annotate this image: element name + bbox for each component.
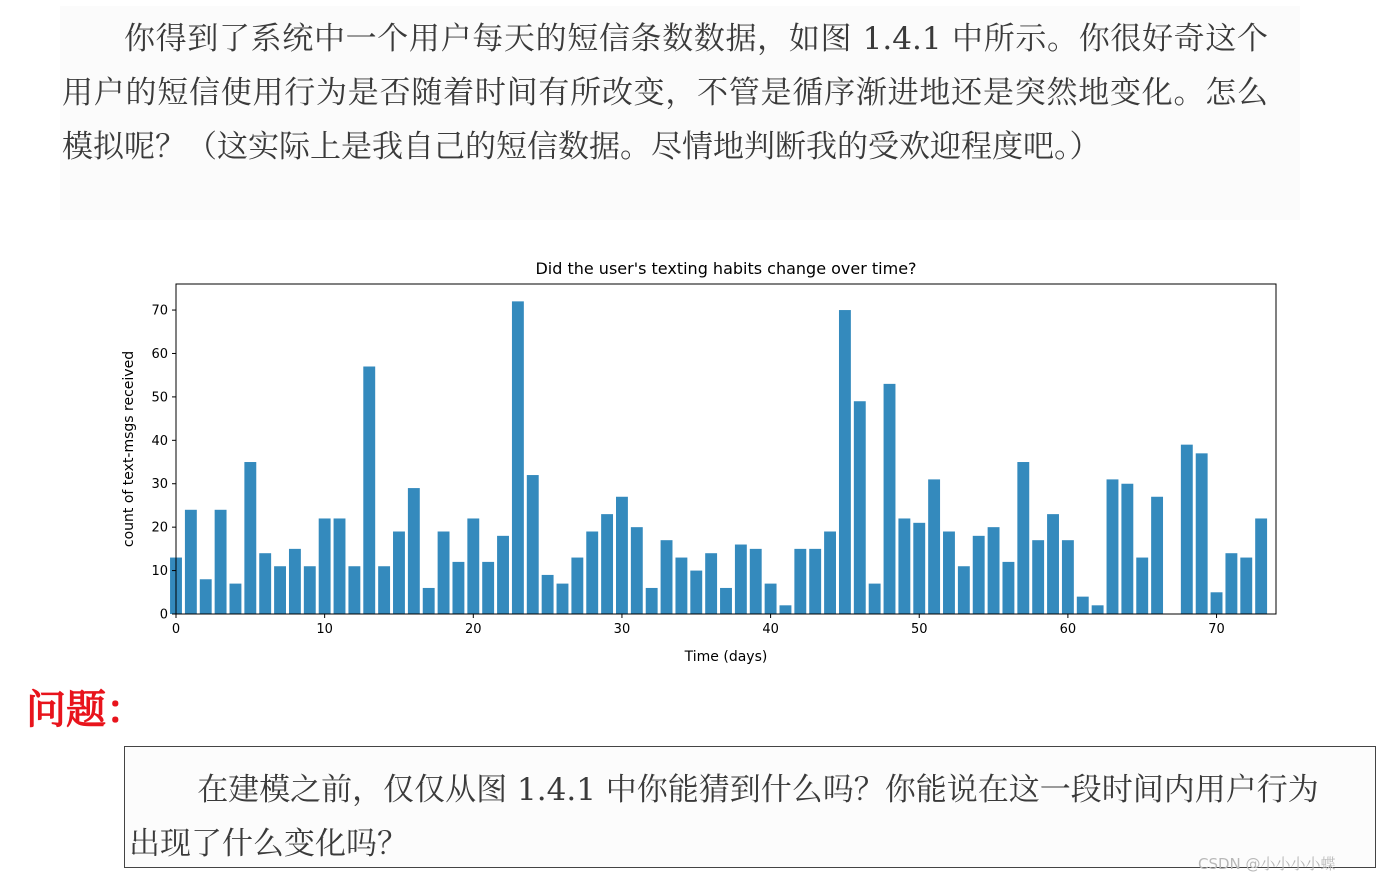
y-tick-label: 0 [159, 607, 168, 623]
bar-day-22 [497, 536, 509, 614]
bar-day-53 [958, 566, 970, 614]
x-axis-label: Time (days) [684, 649, 768, 665]
bar-day-6 [259, 553, 271, 614]
bar-day-11 [334, 518, 346, 614]
bar-day-58 [1032, 540, 1044, 614]
bar-day-56 [1002, 562, 1014, 614]
bar-day-10 [319, 518, 331, 614]
bar-day-71 [1225, 553, 1237, 614]
bar-day-14 [378, 566, 390, 614]
x-tick-label: 10 [316, 622, 333, 637]
watermark-text: CSDN @小小小小蝶 [1198, 855, 1336, 873]
bar-day-16 [408, 488, 420, 614]
bar-day-5 [244, 462, 256, 614]
bar-day-45 [839, 310, 851, 614]
x-tick-label: 60 [1059, 622, 1077, 637]
bar-day-1 [185, 510, 197, 614]
x-axis-ticks [172, 614, 1225, 637]
bar-day-52 [943, 532, 955, 615]
x-tick-label: 40 [762, 622, 779, 637]
bar-day-33 [661, 540, 673, 614]
y-tick-label: 20 [151, 520, 168, 536]
bar-day-69 [1196, 453, 1208, 614]
bar-day-19 [452, 562, 464, 614]
bar-day-49 [898, 518, 910, 614]
x-tick-label: 50 [910, 622, 928, 637]
question-text: 在建模之前，仅仅从图 1.4.1 中你能猜到什么吗？你能说在这一段时间内用户行为出现了什么变化吗？ [129, 772, 1319, 862]
chart-container [100, 248, 1300, 668]
bar-day-43 [809, 549, 821, 614]
bar-day-44 [824, 532, 836, 615]
bar-day-9 [304, 566, 316, 614]
bar-day-62 [1092, 605, 1104, 614]
bar-day-20 [467, 518, 479, 614]
bar-day-42 [794, 549, 806, 614]
y-axis-label: count of text-msgs received [121, 350, 137, 548]
y-tick-label: 30 [151, 477, 168, 493]
x-tick-label: 70 [1208, 622, 1225, 637]
bar-day-28 [586, 532, 598, 615]
y-tick-label: 60 [151, 346, 168, 362]
bar-day-27 [571, 558, 583, 614]
bar-day-26 [557, 584, 569, 614]
bar-day-17 [423, 588, 435, 614]
bar-day-40 [765, 584, 777, 614]
bar-day-60 [1062, 540, 1074, 614]
bar-day-25 [542, 575, 554, 614]
bar-day-37 [720, 588, 732, 614]
bar-day-35 [690, 571, 702, 614]
bar-day-59 [1047, 514, 1059, 614]
bar-day-12 [348, 566, 360, 614]
bar-day-34 [675, 558, 687, 614]
bar-day-18 [438, 532, 450, 615]
bar-day-29 [601, 514, 613, 614]
bar-day-39 [750, 549, 762, 614]
x-tick-label: 20 [465, 622, 482, 637]
bar-day-31 [631, 527, 643, 614]
bar-day-47 [869, 584, 881, 614]
bar-day-57 [1017, 462, 1029, 614]
bar-day-2 [200, 579, 212, 614]
bar-day-54 [973, 536, 985, 614]
bar-day-50 [913, 523, 925, 614]
question-heading: 问题： [26, 687, 146, 733]
bar-day-32 [646, 588, 658, 614]
bar-day-70 [1211, 592, 1223, 614]
intro-paragraph: 你得到了系统中一个用户每天的短信条数数据，如图 1.4.1 中所示。你很好奇这个用户的短信使用行为是否随着时间有所改变，不管是循序渐进地还是突然地变化。怎么模拟呢？（这实际上是我自己的短信数据。尽情地判断我的受欢迎程度吧。） [62, 21, 1268, 165]
bar-day-15 [393, 532, 405, 615]
bar-day-38 [735, 545, 747, 614]
bar-day-7 [274, 566, 286, 614]
bar-day-55 [988, 527, 1000, 614]
bar-day-73 [1255, 518, 1267, 614]
y-tick-label: 70 [151, 303, 168, 319]
bar-day-41 [780, 605, 792, 614]
bar-day-24 [527, 475, 539, 614]
y-tick-label: 10 [151, 564, 168, 580]
chart-title: Did the user's texting habits change over time? [535, 259, 917, 278]
bar-day-36 [705, 553, 717, 614]
bar-series [170, 301, 1267, 614]
y-tick-label: 50 [151, 390, 168, 406]
bar-day-63 [1107, 479, 1119, 614]
bar-day-13 [363, 367, 375, 615]
bar-day-48 [884, 384, 896, 614]
bar-day-51 [928, 479, 940, 614]
bar-chart [100, 248, 1300, 668]
x-tick-label: 30 [613, 622, 631, 637]
y-tick-label: 40 [151, 433, 168, 449]
bar-day-64 [1121, 484, 1133, 614]
bar-day-72 [1240, 558, 1252, 614]
bar-day-8 [289, 549, 301, 614]
bar-day-23 [512, 301, 524, 614]
bar-day-66 [1151, 497, 1163, 614]
bar-day-4 [230, 584, 242, 614]
bar-day-21 [482, 562, 494, 614]
bar-day-46 [854, 401, 866, 614]
bar-day-3 [215, 510, 227, 614]
bar-day-30 [616, 497, 628, 614]
bar-day-61 [1077, 597, 1089, 614]
bar-day-68 [1181, 445, 1193, 614]
bar-day-65 [1136, 558, 1148, 614]
x-tick-label: 0 [171, 622, 181, 637]
question-box [124, 746, 1376, 868]
